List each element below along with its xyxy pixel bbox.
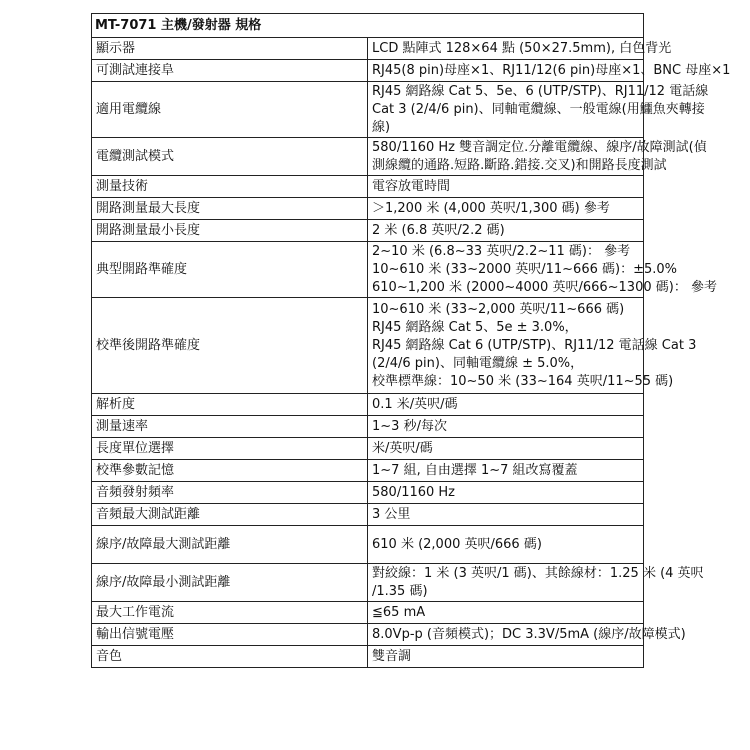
spec-row <box>92 298 644 394</box>
spec-label: 開路測量最大長度 <box>92 198 368 220</box>
spec-value-line: RJ45 網路線 Cat 6 (UTP/STP)、RJ11/12 電話線 Cat 3 <box>372 337 697 353</box>
spec-value-line: 測線纜的通路.短路.斷路.錯接.交叉)和開路長度測試 <box>372 157 667 173</box>
spec-value-line: 610~1,200 米 (2000~4000 英呎/666~1300 碼)： 參考 <box>372 279 717 295</box>
spec-value <box>368 220 644 242</box>
spec-value <box>368 504 644 526</box>
spec-label: 最大工作電流 <box>92 602 368 624</box>
spec-value-line: RJ45 網路線 Cat 5、5e ± 3.0%， <box>372 319 578 335</box>
spec-value-line: 2 米 (6.8 英呎/2.2 碼) <box>372 222 505 238</box>
spec-table <box>91 13 731 668</box>
spec-label: 線序/故障最小測試距離 <box>92 564 368 602</box>
spec-row <box>92 198 644 220</box>
spec-value <box>368 38 672 60</box>
spec-label: 測量技術 <box>92 176 368 198</box>
spec-label: 音頻最大測試距離 <box>92 504 368 526</box>
spec-label: 顯示器 <box>92 38 368 60</box>
spec-value <box>368 242 717 298</box>
spec-row <box>92 176 644 198</box>
spec-value-line: 1~7 組, 自由選擇 1~7 組改寫覆蓋 <box>372 462 578 478</box>
spec-label: 音頻發射頻率 <box>92 482 368 504</box>
spec-row <box>92 646 644 668</box>
spec-row <box>92 602 644 624</box>
spec-value-line: 580/1160 Hz 雙音調定位.分離電纜線、線序/故障測試(偵 <box>372 139 707 155</box>
spec-value-line: (2/4/6 pin)、同軸電纜線 ± 5.0%， <box>372 355 584 371</box>
spec-row <box>92 138 644 176</box>
spec-value-line: 米/英呎/碼 <box>372 440 433 456</box>
spec-value-line: 8.0Vp-p (音頻模式)；DC 3.3V/5mA (線序/故障模式) <box>372 626 686 642</box>
spec-value <box>368 416 644 438</box>
spec-value <box>368 460 644 482</box>
spec-value-line: 10~610 米 (33~2000 英呎/11~666 碼)：±5.0% <box>372 261 677 277</box>
spec-value-line: 校準標準線：10~50 米 (33~164 英呎/11~55 碼) <box>372 373 674 389</box>
spec-label: 解析度 <box>92 394 368 416</box>
spec-value <box>368 624 686 646</box>
spec-row <box>92 624 644 646</box>
spec-label: 輸出信號電壓 <box>92 624 368 646</box>
spec-label: 線序/故障最大測試距離 <box>92 526 368 564</box>
spec-row <box>92 564 644 602</box>
spec-value <box>368 394 644 416</box>
spec-value <box>368 482 644 504</box>
spec-row <box>92 82 644 138</box>
spec-value-line: 3 公里 <box>372 506 411 522</box>
spec-value-line: 0.1 米/英呎/碼 <box>372 396 458 412</box>
spec-value <box>368 646 644 668</box>
spec-value <box>368 60 731 82</box>
spec-value <box>368 602 644 624</box>
spec-value-line: LCD 點陣式 128×64 點 (50×27.5mm), 白色背光 <box>372 40 672 56</box>
spec-value-line: 線) <box>372 119 391 135</box>
table-title: MT-7071 主機/發射器 規格 <box>92 14 644 38</box>
spec-value-line: 電容放電時間 <box>372 178 451 194</box>
spec-label: 電纜測試模式 <box>92 138 368 176</box>
spec-value <box>368 82 709 138</box>
spec-label: 可測試連接阜 <box>92 60 368 82</box>
spec-value <box>368 564 704 602</box>
spec-value-line: Cat 3 (2/4/6 pin)、同軸電纜線、一般電線(用鱷魚夾轉接 <box>372 101 705 117</box>
spec-row <box>92 504 644 526</box>
spec-value <box>368 138 707 176</box>
spec-row <box>92 460 644 482</box>
spec-value-line: 對絞線：1 米 (3 英呎/1 碼)、其餘線材：1.25 米 (4 英呎 <box>372 565 704 581</box>
spec-value <box>368 526 644 564</box>
spec-label: 開路測量最小長度 <box>92 220 368 242</box>
spec-row <box>92 394 644 416</box>
spec-value-line: RJ45 網路線 Cat 5、5e、6 (UTP/STP)、RJ11/12 電話線 <box>372 83 709 99</box>
spec-row <box>92 526 644 564</box>
spec-value-line: 2~10 米 (6.8~33 英呎/2.2~11 碼)： 參考 <box>372 243 631 259</box>
spec-row <box>92 438 644 460</box>
spec-label: 測量速率 <box>92 416 368 438</box>
spec-value-line: /1.35 碼) <box>372 583 428 599</box>
title-row <box>92 14 644 38</box>
spec-row <box>92 416 644 438</box>
spec-value-line: RJ45(8 pin)母座×1、RJ11/12(6 pin)母座×1、BNC 母座×1 <box>372 62 731 78</box>
spec-label: 校準後開路準確度 <box>92 298 368 394</box>
spec-label: 音色 <box>92 646 368 668</box>
spec-value <box>368 298 697 394</box>
spec-value-line: 雙音調 <box>372 648 412 664</box>
spec-value-line: 580/1160 Hz <box>372 484 456 500</box>
spec-value-line: ＞1,200 米 (4,000 英呎/1,300 碼) 參考 <box>372 200 610 216</box>
spec-label: 適用電纜線 <box>92 82 368 138</box>
spec-value <box>368 438 644 460</box>
spec-row <box>92 60 644 82</box>
spec-value-line: ≦65 mA <box>372 604 426 620</box>
spec-row <box>92 482 644 504</box>
spec-row <box>92 38 644 60</box>
spec-value-line: 10~610 米 (33~2,000 英呎/11~666 碼) <box>372 301 625 317</box>
spec-row <box>92 220 644 242</box>
spec-row <box>92 242 644 298</box>
spec-label: 長度單位選擇 <box>92 438 368 460</box>
spec-value <box>368 176 644 198</box>
spec-label: 校準參數記憶 <box>92 460 368 482</box>
spec-table-body <box>92 14 731 668</box>
spec-value-line: 1~3 秒/每次 <box>372 418 447 434</box>
spec-value <box>368 198 644 220</box>
spec-value-line: 610 米 (2,000 英呎/666 碼) <box>372 536 542 552</box>
spec-label: 典型開路準確度 <box>92 242 368 298</box>
